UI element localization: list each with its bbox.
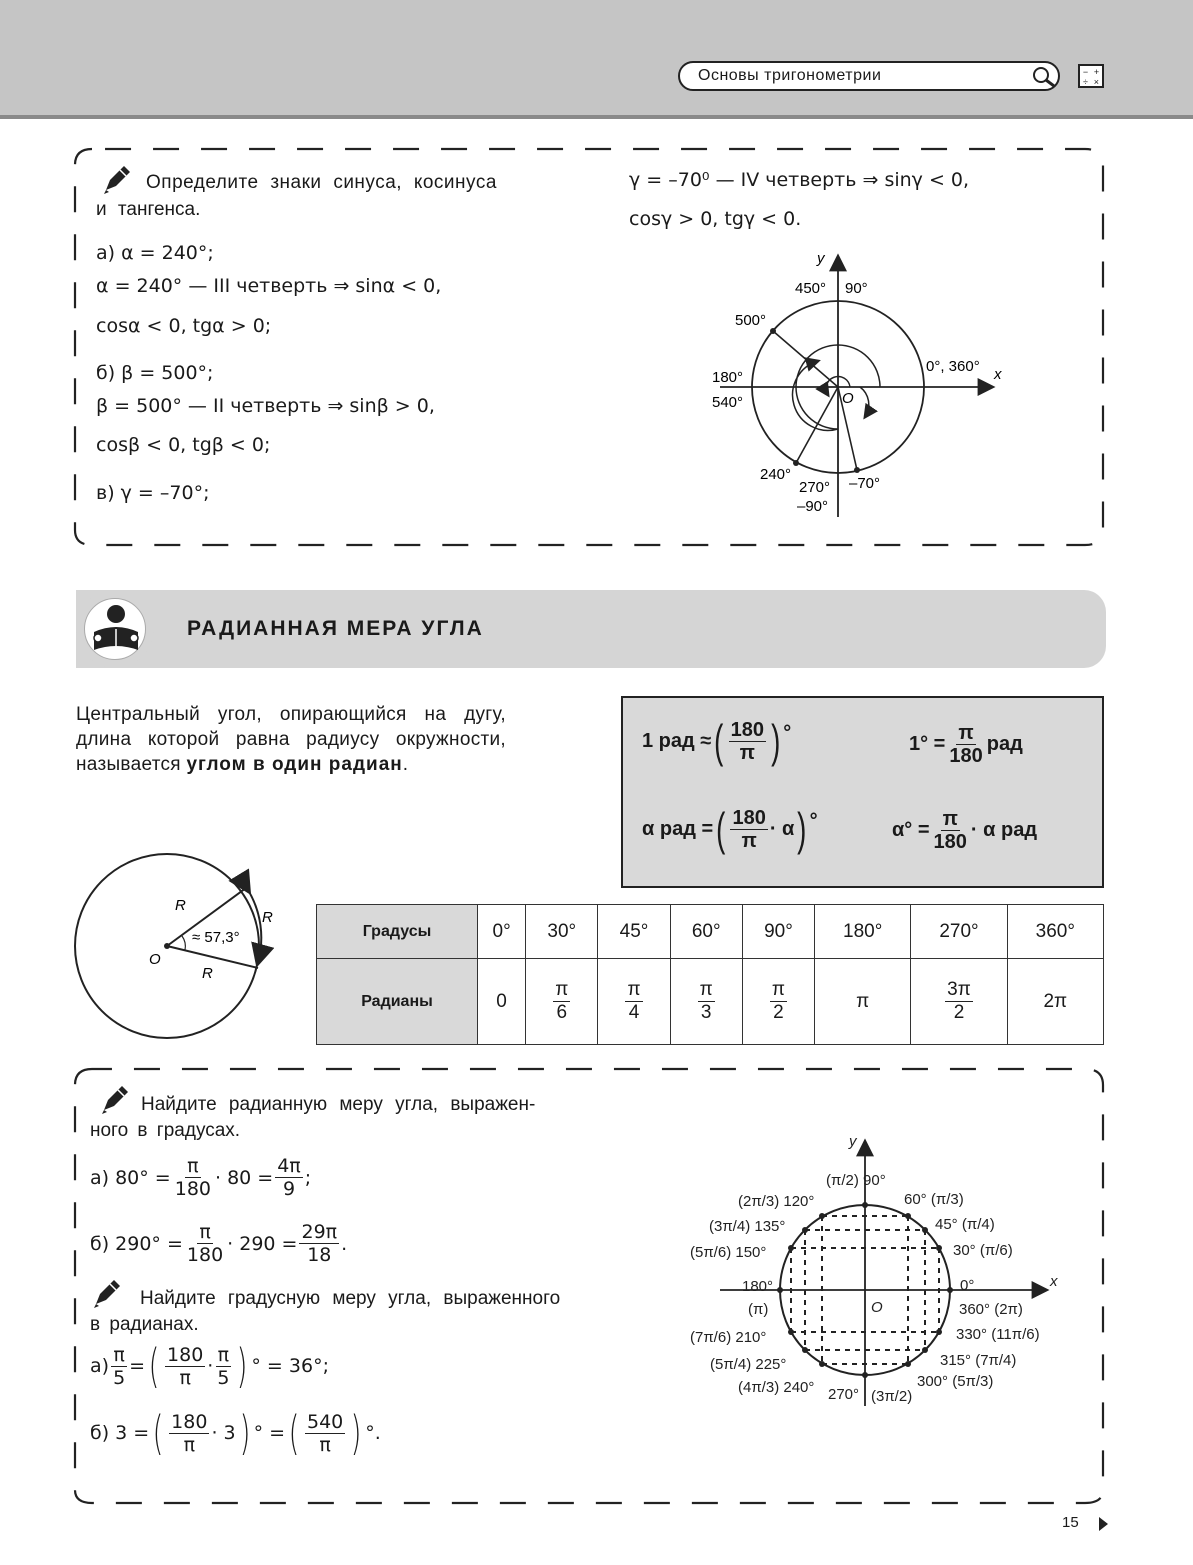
radius-label-top: R [175,897,186,914]
radian-cell [815,959,911,1045]
radian-cell [742,959,814,1045]
task2-a-den2: 9 [282,1178,296,1200]
task1-b-line1: β = 500° — II четверть ⇒ sinβ > 0, [96,395,435,417]
header-divider [0,115,1193,119]
f1-left: 1 рад ≈ [642,729,712,752]
task2-a-mid: · 80 = [215,1166,274,1189]
label-500: 500° [735,312,767,329]
f3-left: α рад = [642,817,714,840]
unit-circle-diagram [680,1130,1070,1412]
table-row-radians [317,959,1104,1045]
label-0: 0° [960,1277,975,1294]
f4-den: 180 [933,831,967,853]
task1-a-line1: α = 240° — III четверть ⇒ sinα < 0, [96,275,442,297]
label-330: 330° (11π/6) [956,1326,1040,1343]
task3-b-eq: ° = [253,1422,286,1444]
page-number: 15 [1062,1514,1079,1531]
label-210: (7π/6) 210° [690,1329,767,1346]
f1-deg: ° [783,721,792,744]
radian-cell [911,959,1007,1045]
label-300: 300° (5π/3) [917,1373,994,1390]
task3-b-mid: · 3 [211,1422,236,1444]
f1-num: 180 [730,718,764,741]
label-180: 180° [742,1278,774,1295]
task3-a-num1: π [113,1343,125,1366]
f2-den: 180 [949,745,983,767]
f3-den: π [741,829,757,852]
task2-b [90,1221,347,1266]
task3-b: б) 3 = ( $\frac{180}{\pi}$ · 3 ) ° = ( $\frac{540}{\pi}$ ) °. [90,1406,381,1460]
task2-a-den1: 180 [174,1178,211,1200]
formula-alpha-deg [892,808,1037,853]
task3-a-dot: · [207,1355,214,1377]
arc-R [248,890,261,962]
radian-den: 3 [700,1002,712,1023]
task3-prompt-line1: Найдите градусную меру угла, выраженного [140,1288,561,1309]
label-135: (3π/4) 135° [709,1218,786,1235]
label-60: 60° (π/3) [904,1191,964,1208]
label-45: 45° (π/4) [935,1216,995,1233]
f4-left: α° = [892,819,930,841]
f4-right: · α рад [970,819,1038,841]
radian-num: π [555,979,569,1000]
f3-mid: · α [769,817,795,840]
label-540: 540° [712,394,744,411]
label-120: (2π/3) 120° [738,1193,815,1210]
row-header-radians: Радианы [317,959,478,1045]
formula-deg-to-rad [909,722,1023,767]
arc-label: R [262,909,273,926]
label-30: 30° (π/6) [953,1242,1013,1259]
row-header-degrees: Градусы [317,905,478,959]
topic-search-text: Основы тригонометрии [698,67,882,84]
task1-a-line2: cosα < 0, tgα > 0; [96,315,272,337]
ray-240 [796,387,838,463]
radian-cell [670,959,742,1045]
y-label: y [817,250,825,267]
pencil-icon [98,1082,132,1116]
point-500 [770,328,776,334]
degree-cell: 180° [815,905,911,959]
f3-num: 180 [732,806,766,829]
next-page-arrow-icon[interactable] [1097,1516,1109,1532]
radian-num: 3π [947,979,971,1000]
task1-c-line2: cosγ > 0, tgγ < 0. [629,208,802,230]
degree-cell: 0° [478,905,526,959]
task3-b-pre: б) 3 = [90,1422,150,1444]
task3-b-den2: π [319,1433,331,1456]
task1-prompt-line2: и тангенса. [96,199,201,220]
task3-a-den3: 5 [217,1366,230,1389]
degree-cell: 360° [1007,905,1103,959]
label-240: (4π/3) 240° [738,1379,815,1396]
calculator-icon[interactable] [1078,64,1104,88]
radian-definition [76,702,506,777]
task2-b-den2: 18 [307,1244,332,1266]
header-band [0,0,1193,117]
task1-b-line2: cosβ < 0, tgβ < 0; [96,434,271,456]
ray-500 [773,331,838,387]
label-90: (π/2) 90° [826,1172,886,1189]
degree-cell: 60° [670,905,742,959]
radius-label-bottom: R [202,965,213,982]
label-450: 450° [795,280,827,297]
task1-c-line1: γ = –70⁰ — IV четверть ⇒ sinγ < 0, [629,169,970,191]
radian-value: π [856,990,870,1012]
calc-plus: + [1093,67,1100,77]
point-minus70 [854,467,860,473]
task3-b-den1: π [183,1433,196,1456]
task2-prompt-line1: Найдите радианную меру угла, выражен- [141,1094,536,1115]
angle-label: ≈ 57,3° [192,929,240,946]
origin-label: O [871,1299,883,1316]
task3-a-den2: π [179,1366,191,1389]
task3-prompt-line2: в радианах. [90,1314,199,1335]
radian-num: π [771,979,785,1000]
task3-a-pre: а) [90,1355,110,1377]
center-label: O [149,951,161,968]
formula-rad-to-deg: 1 рад ≈ ( $\frac{180}{\pi}$ ) ° [642,715,792,767]
formula-alpha-rad: α рад = ( $\frac{180}{\pi}$ · α ) ° [642,803,818,855]
definition-text: Центральный угол, опирающийся на дугу, длина которой равна радиусу окружности, называется [76,704,506,775]
task2-a [90,1155,311,1200]
label-225: (5π/4) 225° [710,1356,787,1373]
label-240: 240° [760,466,792,483]
task2-b-num2: 29π [301,1221,338,1243]
label-180: 180° [712,369,744,386]
label-minus90: –90° [797,498,829,515]
task1-c-given: в) γ = –70°; [96,482,210,504]
x-label: x [1050,1273,1058,1290]
radian-value: 0 [496,990,507,1012]
task3-a-den1: 5 [113,1366,126,1389]
f4-num: π [942,808,958,830]
label-315: 315° (7π/4) [940,1352,1017,1369]
f2-left: 1° = [909,733,946,755]
origin-label: O [842,390,854,407]
radian-cell [1007,959,1103,1045]
pencil-icon [100,162,134,196]
reading-person-icon [90,602,142,656]
radian-cell [526,959,598,1045]
task3-a-num2: 180 [167,1343,204,1366]
calc-divide: ÷ [1082,77,1088,87]
radian-den: 4 [628,1002,640,1023]
task3-b-end: °. [365,1422,381,1444]
task2-a-pre: а) 80° = [90,1166,171,1189]
label-90: 90° [845,280,868,297]
radian-num: π [699,979,713,1000]
calc-minus: − [1082,67,1089,77]
task2-b-pre: б) 290° = [90,1232,183,1255]
task3-b-num1: 180 [171,1410,208,1433]
task1-b-given: б) β = 500°; [96,362,214,384]
f1-den: π [739,741,755,764]
label-270: 270° [828,1386,860,1403]
label-270: 270° [799,479,831,496]
task3-a: а) $\frac{\pi}{5}$ = ( $\frac{180}{\pi}$ · $\frac{\pi}{5}$ ) ° = 36°; [90,1339,329,1393]
radian-den: 6 [556,1002,568,1023]
table-row-degrees [317,905,1104,959]
label-0-360: 0°, 360° [926,358,980,375]
pencil-icon [90,1276,124,1310]
label-pi: (π) [748,1301,769,1318]
degree-cell: 30° [526,905,598,959]
label-150: (5π/6) 150° [690,1244,767,1261]
degree-cell: 45° [598,905,670,959]
degree-cell: 90° [742,905,814,959]
f3-deg: ° [809,809,818,832]
task3-a-end: ° = 36°; [251,1355,329,1377]
arc-minus70 [860,387,869,417]
topic-search-box[interactable] [678,61,1060,91]
radian-den: 2 [953,1002,965,1023]
task3-b-num2: 540 [306,1410,344,1433]
section-title: РАДИАННАЯ МЕРА УГЛА [187,617,484,640]
label-360: 360° (2π) [959,1301,1023,1318]
f2-right: рад [986,733,1023,755]
angle-diagram [700,245,1020,525]
angle-mark [182,936,185,950]
task2-b-den1: 180 [186,1244,224,1266]
x-label: x [994,366,1002,383]
radian-den: 2 [773,1002,784,1023]
calc-times: × [1093,77,1100,87]
radian-value: 2π [1043,990,1068,1012]
radian-cell [478,959,526,1045]
definition-bold: углом в один радиан [186,754,403,775]
task2-a-num2: 4π [277,1155,301,1177]
f2-num: π [958,722,974,744]
task2-prompt-line2: ного в градусах. [90,1120,241,1141]
task1-a-given: а) α = 240°; [96,242,214,264]
task2-b-mid: · 290 = [227,1232,298,1255]
task1-prompt-line1: Определите знаки синуса, косинуса [146,172,497,193]
point-240 [793,460,799,466]
task2-a-num1: π [187,1155,199,1177]
task3-a-num3: π [217,1343,230,1366]
radian-num: π [627,979,641,1000]
radian-cell [598,959,670,1045]
task2-a-end: ; [304,1166,312,1189]
magnifier-icon[interactable] [1032,66,1056,88]
task2-b-num1: π [199,1221,211,1243]
label-minus70: –70° [849,475,881,492]
task2-b-end: . [341,1232,348,1255]
degree-cell: 270° [911,905,1007,959]
task3-a-eq: = [129,1355,146,1377]
conversion-table [316,904,1104,1045]
definition-end: . [402,754,409,775]
label-3pi2: (3π/2) [871,1388,913,1405]
radian-circle-figure [70,850,290,1050]
y-label: y [849,1133,857,1150]
